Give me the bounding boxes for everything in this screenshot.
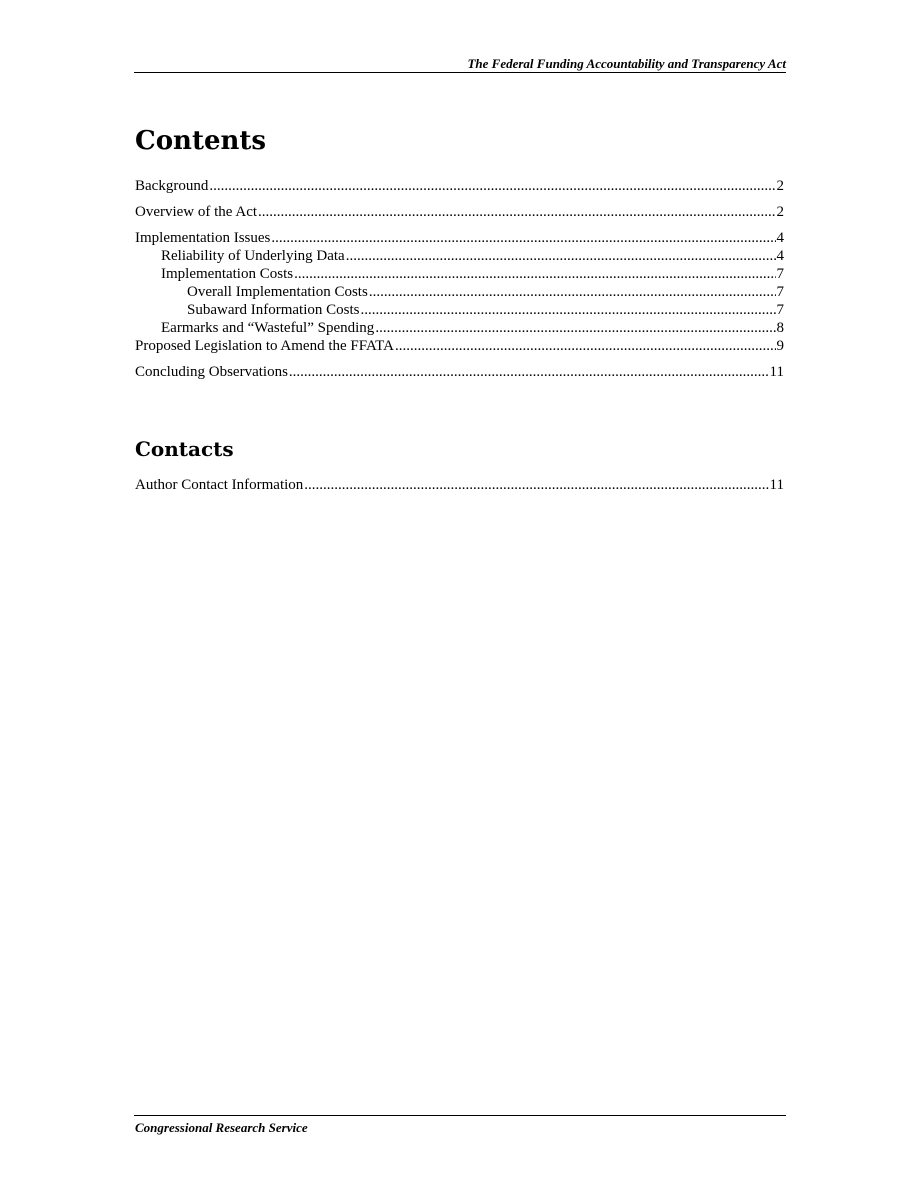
toc-entry-title: Reliability of Underlying Data: [161, 248, 345, 264]
toc-entry-implementation-issues[interactable]: [135, 229, 784, 247]
toc-entry-page: 2: [776, 204, 784, 220]
dot-leader: [369, 283, 776, 301]
toc-entry-page: 7: [776, 284, 784, 300]
toc-entry-implementation-costs[interactable]: [135, 265, 784, 283]
toc-entry-title: Concluding Observations: [135, 364, 288, 380]
table-of-contents: [135, 177, 784, 381]
toc-entry-page: 7: [776, 266, 784, 282]
toc-entry-page: 7: [776, 302, 784, 318]
dot-leader: [289, 363, 769, 381]
toc-entry-title: Overall Implementation Costs: [187, 284, 368, 300]
toc-entry-reliability-of-underlying-data[interactable]: [135, 247, 784, 265]
toc-entry-author-contact-information[interactable]: [135, 476, 784, 494]
toc-entry-background[interactable]: [135, 177, 784, 195]
dot-leader: [258, 203, 775, 221]
toc-entry-overview-of-the-act[interactable]: [135, 203, 784, 221]
dot-leader: [346, 247, 776, 265]
footer-publisher: Congressional Research Service: [135, 1120, 308, 1135]
dot-leader: [395, 337, 776, 355]
toc-entry-page: 8: [776, 320, 784, 336]
toc-entry-concluding-observations[interactable]: [135, 363, 784, 381]
dot-leader: [294, 265, 775, 283]
toc-entry-page: 11: [769, 477, 784, 493]
toc-entry-page: 11: [769, 364, 784, 380]
header-rule: [134, 72, 786, 73]
dot-leader: [209, 177, 775, 195]
toc-entry-title: Overview of the Act: [135, 204, 258, 220]
toc-entry-page: 9: [776, 338, 784, 354]
toc-entry-title: Implementation Costs: [161, 266, 294, 282]
dot-leader: [375, 319, 775, 337]
contacts-list: [135, 476, 784, 494]
dot-leader: [360, 301, 775, 319]
footer-rule: [134, 1115, 786, 1116]
contacts-heading: Contacts: [135, 437, 234, 461]
running-header: The Federal Funding Accountability and Transparency Act: [467, 56, 786, 71]
toc-entry-subaward-information-costs[interactable]: [135, 301, 784, 319]
toc-entry-earmarks-and-wasteful-spending[interactable]: [135, 319, 784, 337]
toc-entry-title: Author Contact Information: [135, 477, 304, 493]
toc-entry-page: 2: [776, 178, 784, 194]
toc-entry-title: Earmarks and “Wasteful” Spending: [161, 320, 375, 336]
dot-leader: [271, 229, 775, 247]
toc-entry-proposed-legislation[interactable]: [135, 337, 784, 355]
dot-leader: [304, 476, 768, 494]
toc-entry-page: 4: [776, 248, 784, 264]
toc-entry-title: Implementation Issues: [135, 230, 271, 246]
toc-entry-title: Subaward Information Costs: [187, 302, 360, 318]
toc-entry-page: 4: [776, 230, 784, 246]
toc-entry-overall-implementation-costs[interactable]: [135, 283, 784, 301]
toc-entry-title: Background: [135, 178, 209, 194]
toc-entry-title: Proposed Legislation to Amend the FFATA: [135, 338, 394, 354]
contents-heading: Contents: [135, 126, 267, 156]
